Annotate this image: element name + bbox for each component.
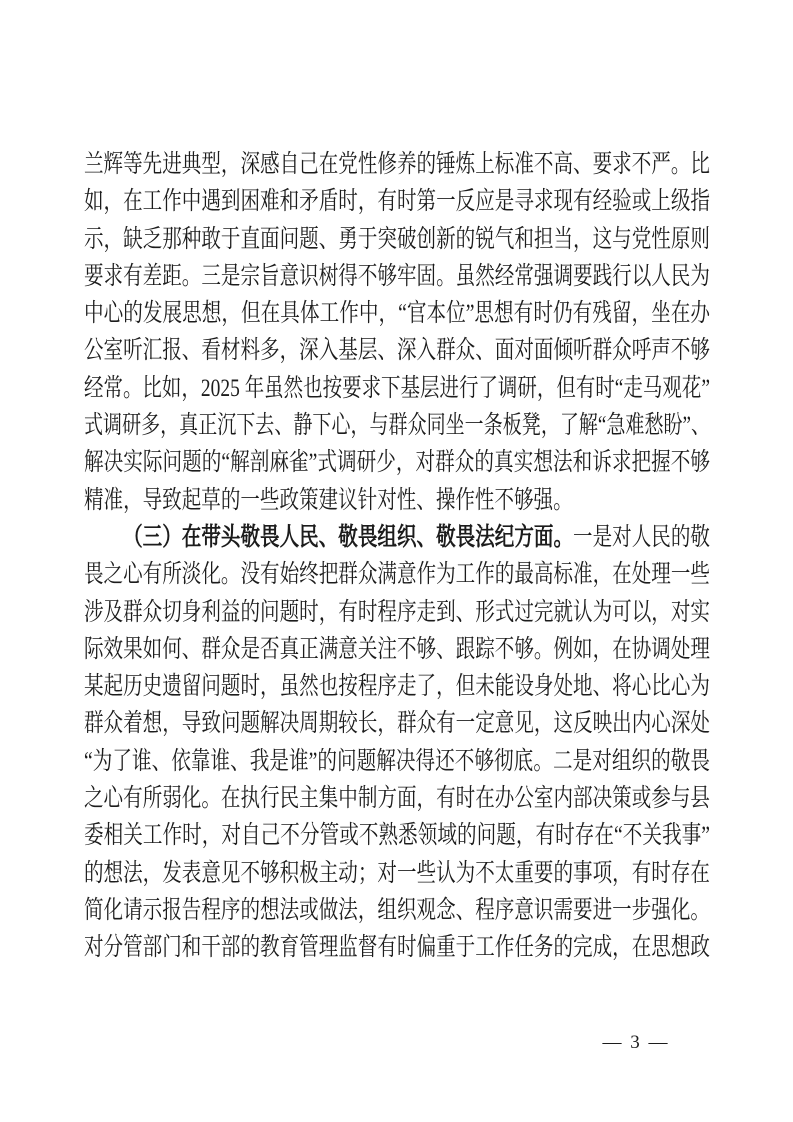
- section-heading-text: （三）在带头敬畏人民、敬畏组织、敬畏法纪方面。: [123, 523, 574, 551]
- body-text: 一是对人民的敬: [573, 523, 710, 551]
- body-text: 之心有所弱化。在执行民主集中制方面，有时在办公室内部决策或参与县: [84, 785, 710, 813]
- body-text: 涉及群众切身利益的问题时，有时程序走到、形式过完就认为可以，对实: [84, 598, 710, 626]
- text-line: [84, 258, 710, 295]
- text-line: [84, 668, 710, 705]
- text-line: [84, 482, 638, 519]
- text-line-content: [84, 263, 710, 290]
- text-line-content: [84, 599, 710, 626]
- text-line-content: [84, 561, 710, 588]
- text-line-content: [84, 375, 710, 402]
- text-line: [84, 817, 710, 854]
- text-line-content: [84, 934, 710, 961]
- text-line: [84, 407, 710, 444]
- body-text: 中心的发展思想，但在具体工作中，“官本位”思想有时仍有残留，坐在办: [84, 300, 710, 328]
- body-text: 示，缺乏那种敢于直面问题、勇于突破创新的锐气和担当，这与党性原则: [84, 225, 710, 253]
- body-text: 要求有差距。三是宗旨意识树得不够牢固。虽然经常强调要践行以人民为: [84, 262, 710, 290]
- text-line: [84, 370, 710, 407]
- text-line-content: [84, 860, 710, 887]
- text-line: [84, 444, 710, 481]
- text-line-content: [84, 748, 710, 775]
- text-line: [84, 183, 710, 220]
- text-line-content: [84, 151, 710, 178]
- text-line: [84, 631, 710, 668]
- text-line: [84, 519, 710, 556]
- body-text: 对分管部门和干部的教育管理监督有时偏重于工作任务的完成，在思想政: [84, 934, 710, 962]
- text-line-content: [84, 412, 710, 439]
- text-line: [84, 892, 710, 929]
- text-line-content: [84, 188, 710, 215]
- body-text: 精准，导致起草的一些政策建议针对性、操作性不够强。: [84, 486, 573, 514]
- body-text: 简化请示报告程序的想法或做法，组织观念、程序意识需要进一步强化。: [84, 896, 710, 924]
- text-line-content: [84, 449, 710, 476]
- text-line-content: [84, 822, 710, 849]
- page-number: — 3 —: [602, 1032, 670, 1053]
- body-text: “为了谁、依靠谁、我是谁”的问题解决得还不够彻底。二是对组织的敬畏: [84, 747, 710, 775]
- text-line-content: [84, 226, 710, 253]
- text-line: [84, 705, 710, 742]
- text-line-content: [84, 300, 710, 327]
- text-line-content: [84, 487, 573, 514]
- text-line-content: [84, 897, 710, 924]
- text-line-content: [84, 785, 710, 812]
- text-line: [84, 146, 710, 183]
- body-text: 式调研多，真正沉下去、静下心，与群众同坐一条板凳，了解“急难愁盼”、: [84, 412, 710, 440]
- text-line-content: [84, 673, 710, 700]
- body-text: 经常。比如，2025 年虽然也按要求下基层进行了调研，但有时“走马观花”: [84, 374, 710, 402]
- text-line: [84, 332, 710, 369]
- body-text: 兰辉等先进典型，深感自己在党性修养的锤炼上标准不高、要求不严。比: [84, 151, 710, 178]
- text-line: [84, 743, 710, 780]
- body-text: 解决实际问题的“解剖麻雀”式调研少，对群众的真实想法和诉求把握不够: [84, 449, 710, 477]
- text-line-content: [84, 710, 710, 737]
- body-text: 的想法，发表意见不够积极主动；对一些认为不太重要的事项，有时存在: [84, 859, 710, 887]
- body-text: 畏之心有所淡化。没有始终把群众满意作为工作的最高标准，在处理一些: [84, 561, 710, 589]
- body-text: 如，在工作中遇到困难和矛盾时，有时第一反应是寻求现有经验或上级指: [84, 188, 710, 216]
- text-line: [84, 780, 710, 817]
- text-line: [84, 295, 710, 332]
- body-text: 委相关工作时，对自己不分管或不熟悉领域的问题，有时存在“不关我事”: [84, 822, 710, 850]
- text-line-content: [84, 337, 710, 364]
- text-line-content: [84, 636, 710, 663]
- document-body: [84, 146, 793, 967]
- text-line: [84, 556, 710, 593]
- body-text: 公室听汇报、看材料多，深入基层、深入群众、面对面倾听群众呼声不够: [84, 337, 710, 365]
- text-line: [84, 855, 710, 892]
- text-line-content: [123, 524, 710, 551]
- text-line: [84, 594, 710, 631]
- body-text: 群众着想，导致问题解决周期较长，群众有一定意见，这反映出内心深处: [84, 710, 710, 738]
- text-line: [84, 221, 710, 258]
- body-text: 际效果如何、群众是否真正满意关注不够、跟踪不够。例如，在协调处理: [84, 635, 710, 663]
- body-text: 某起历史遗留问题时，虽然也按程序走了，但未能设身处地、将心比心为: [84, 673, 710, 701]
- text-line: [84, 929, 710, 966]
